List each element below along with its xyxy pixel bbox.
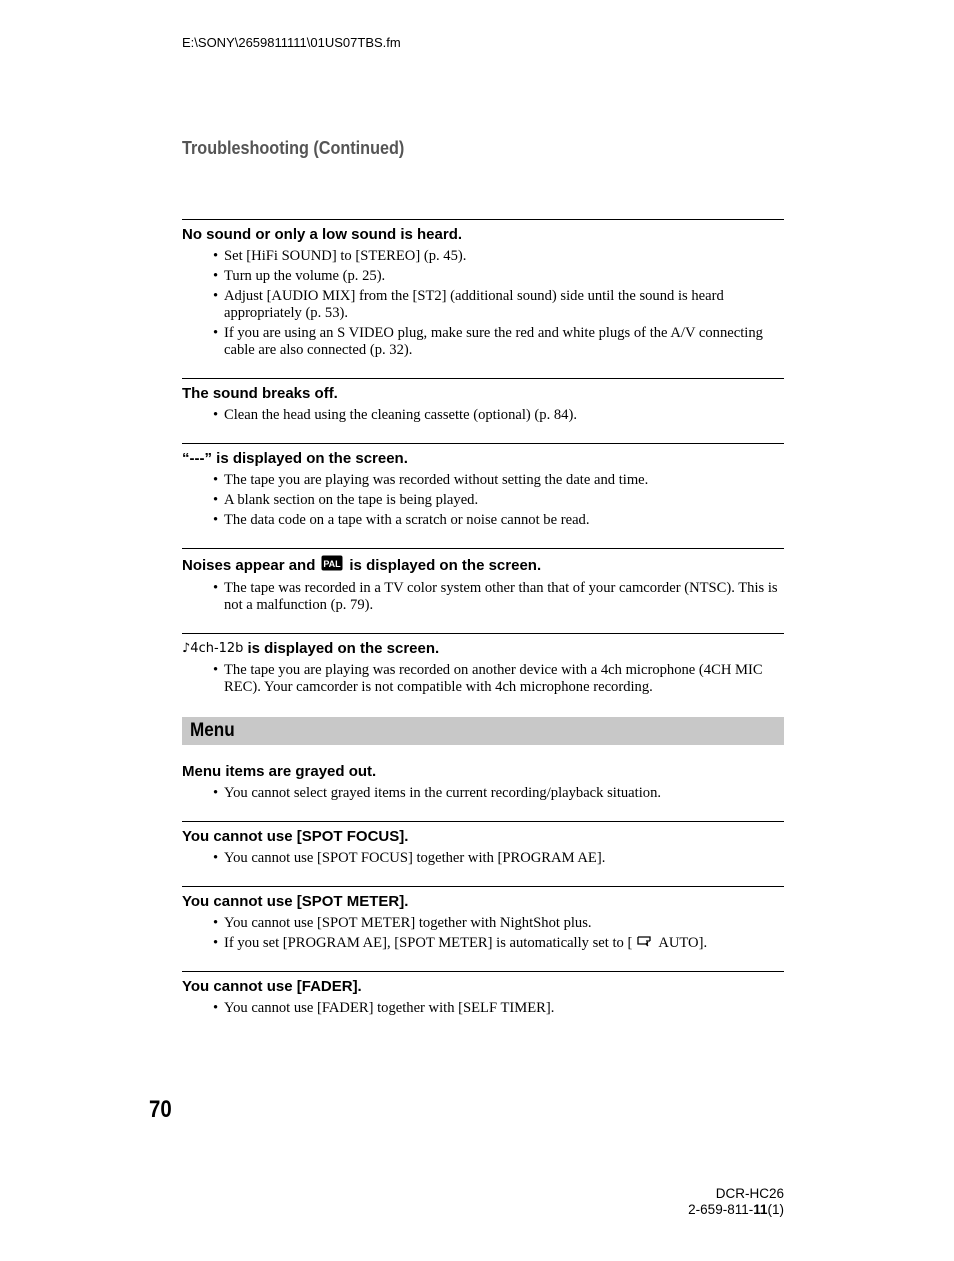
model-code: 2-659-811-11(1): [688, 1202, 784, 1217]
list-item: • The data code on a tape with a scratch or noise cannot be read.: [224, 512, 784, 529]
list-item: • The tape was recorded in a TV color system other than that of your camcorder (NTSC). This is not a malfunction (p. 79).: [224, 580, 784, 614]
troubleshooting-blocks: [182, 219, 784, 548]
menu-title: Menu: [190, 720, 235, 741]
list-item: • Turn up the volume (p. 25).: [224, 268, 784, 285]
bullet-list: [182, 1000, 784, 1017]
ch-block: [182, 633, 784, 715]
pal-icon: [321, 555, 343, 575]
menu-blocks: [182, 757, 784, 886]
block-heading: The sound breaks off.: [182, 385, 338, 402]
heading-text: is displayed on the screen.: [349, 556, 542, 574]
file-path: E:\SONY\2659811111\01US07TBS.fm: [182, 35, 401, 50]
4ch-mic-icon: ♪4ch-12b: [182, 641, 244, 656]
svg-text:PAL: PAL: [323, 559, 342, 569]
list-item: • Adjust [AUDIO MIX] from the [ST2] (additional sound) side until the sound is heard appropriately (p. 53).: [224, 288, 784, 322]
issue-block: [182, 443, 784, 548]
menu-section-bar: [182, 717, 784, 745]
noises-block: [182, 548, 784, 633]
list-item: • You cannot select grayed items in the current recording/playback situation.: [224, 785, 784, 802]
list-item: • The tape you are playing was recorded without setting the date and time.: [224, 472, 784, 489]
issue-block: [182, 757, 784, 821]
block-heading: [182, 555, 784, 575]
item-text: AUTO].: [658, 935, 708, 951]
issue-block: [182, 821, 784, 886]
list-item: • Clean the head using the cleaning cassette (optional) (p. 84).: [224, 407, 784, 424]
fader-block: [182, 971, 784, 1036]
page-number: 70: [149, 1096, 172, 1123]
section-title: Troubleshooting (Continued): [182, 138, 405, 158]
block-heading: [182, 640, 784, 657]
list-item: • The tape you are playing was recorded on another device with a 4ch microphone (4CH MIC REC). Your camcorder is not compatible with 4ch microphone recording.: [224, 662, 784, 696]
heading-text: is displayed on the screen.: [247, 640, 440, 657]
spot-meter-block: [182, 886, 784, 971]
bullet-list: [182, 580, 784, 614]
block-heading: You cannot use [SPOT METER].: [182, 893, 409, 910]
item-text: If you set [PROGRAM AE], [SPOT METER] is automatically set to [: [224, 935, 633, 951]
bullet-list: [182, 248, 784, 359]
list-item: • Set [HiFi SOUND] to [STEREO] (p. 45).: [224, 248, 784, 265]
list-item: • You cannot use [FADER] together with [SELF TIMER].: [224, 1000, 784, 1017]
block-heading: “---” is displayed on the screen.: [182, 450, 408, 467]
list-item: [224, 935, 784, 952]
bullet-list: [182, 850, 784, 867]
issue-block: [182, 219, 784, 378]
content: [182, 219, 784, 1036]
bullet-list: [182, 662, 784, 696]
model-info: [688, 1186, 784, 1218]
list-item: • You cannot use [SPOT FOCUS] together with [PROGRAM AE].: [224, 850, 784, 867]
bullet-list: [182, 785, 784, 802]
backlight-auto-icon: [636, 935, 654, 952]
bullet-list: [182, 915, 784, 952]
bullet-list: [182, 472, 784, 529]
list-item: • A blank section on the tape is being played.: [224, 492, 784, 509]
heading-text: Noises appear and: [182, 556, 316, 574]
bullet-list: [182, 407, 784, 424]
model-name: DCR-HC26: [715, 1186, 784, 1201]
list-item: • You cannot use [SPOT METER] together with NightShot plus.: [224, 915, 784, 932]
list-item: • If you are using an S VIDEO plug, make sure the red and white plugs of the A/V connecting cable are also connected (p. 32).: [224, 325, 784, 359]
block-heading: You cannot use [FADER].: [182, 978, 362, 996]
issue-block: [182, 378, 784, 443]
block-heading: You cannot use [SPOT FOCUS].: [182, 828, 409, 845]
block-heading: No sound or only a low sound is heard.: [182, 226, 463, 243]
block-heading: Menu items are grayed out.: [182, 763, 377, 780]
